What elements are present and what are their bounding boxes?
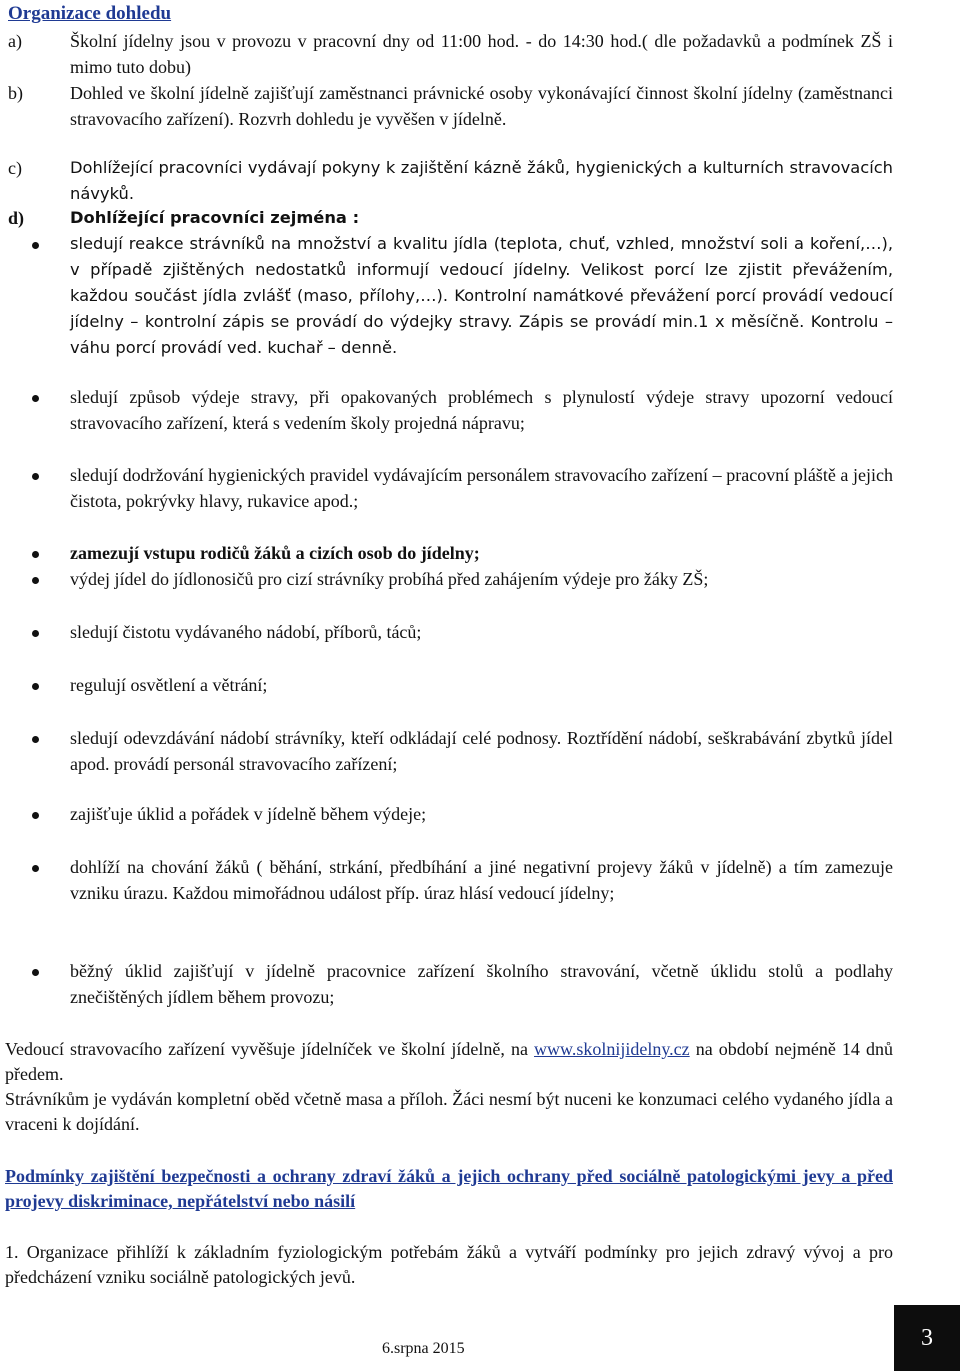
item-c-text: Dohlížející pracovníci vydávají pokyny k zajištění kázně žáků, hygienických a kulturních stravovacích návyků. bbox=[70, 158, 893, 203]
numbered-paragraph: 1. Organizace přihlíží k základním fyziologickým potřebám žáků a vytváří podmínky pro jejich zdravý vývoj a pro předcházení vzniku sociálně patologických jevů. bbox=[5, 1242, 893, 1287]
item-marker-a: a) bbox=[8, 31, 22, 51]
item-d-text: Dohlížející pracovníci zejména : bbox=[70, 208, 360, 227]
bullet-dot bbox=[32, 395, 39, 402]
bullet-dot bbox=[32, 812, 39, 819]
item-marker-d: d) bbox=[8, 208, 25, 228]
menu-text-after: na období nejméně 14 dnů předem. bbox=[5, 1039, 893, 1084]
bullet-text-portions: sledují reakce strávníků na množství a kvalitu jídla (teplota, chuť, vzhled, množství soli a koření,…), v případě zjištěných nedostatků informují vedoucí jídelny. Velikost porcí lze zjistit převážením, každou součást jídla zvlášť (maso, přílohy,…). Kontrolní namátkové převážení porcí provádí vedoucí jídelny – kontrolní zápis se provádí do výdejky stravy. Zápis se provádí min.1 x měsíčně. Kontrolu – váhu porcí provádí ved. kuchař – denně. bbox=[70, 234, 893, 357]
bullet-dot bbox=[32, 630, 39, 637]
bullet-dot bbox=[32, 551, 39, 558]
meal-paragraph: Strávníkům je vydáván kompletní oběd včetně masa a příloh. Žáci nesmí být nuceni ke konzumaci celého vydaného jídla a vraceni k dojídání. bbox=[5, 1089, 893, 1134]
bullet-dot bbox=[32, 683, 39, 690]
bullet-text-behaviour: dohlíží na chování žáků ( běhání, strkání, předbíhání a jiné negativní projevy žáků v jídelně) a tím zamezuje vzniku úrazu. Každou mimořádnou událost příp. úraz hlásí vedoucí jídelny; bbox=[70, 857, 893, 903]
bullet-text-cleaning: běžný úklid zajišťují v jídelně pracovnice zařízení školního stravování, včetně úklidu stolů a podlahy znečištěných jídlem během provozu; bbox=[70, 961, 893, 1007]
bullet-text-serving: sledují způsob výdeje stravy, při opakovaných problémech s plynulostí výdeje stravy upozorní vedoucí stravovacího zařízení, která s vedením školy projedná nápravu; bbox=[70, 387, 893, 433]
page-number: 3 bbox=[894, 1305, 960, 1371]
bullet-text-light: regulují osvětlení a větrání; bbox=[70, 675, 268, 695]
item-marker-b: b) bbox=[8, 83, 23, 103]
bullet-text-containers: výdej jídel do jídlonosičů pro cizí strávníky probíhá před zahájením výdeje pro žáky ZŠ; bbox=[70, 569, 709, 589]
item-a-text: Školní jídelny jsou v provozu v pracovní dny od 11:00 hod. - do 14:30 hod.( dle požadavků a podmínek ZŠ i mimo tuto dobu) bbox=[70, 31, 893, 77]
safety-section-heading: Podmínky zajištění bezpečnosti a ochrany zdraví žáků a jejich ochrany před sociálně patologickými jevy a před projevy diskriminace, nepřátelství nebo násilí bbox=[5, 1166, 893, 1211]
bullet-text-order: zajišťuje úklid a pořádek v jídelně během výdeje; bbox=[70, 804, 427, 824]
menu-text-before: Vedoucí stravovacího zařízení vyvěšuje jídelníček ve školní jídelně, na bbox=[5, 1039, 535, 1059]
bullet-text-dishes: sledují odevzdávání nádobí strávníky, kteří odkládají celé podnosy. Roztřídění nádobí, seškrabávání zbytků jídel apod. provádí personál stravovacího zařízení; bbox=[70, 728, 893, 774]
bullet-dot bbox=[32, 577, 39, 584]
item-b-text: Dohled ve školní jídelně zajišťují zaměstnanci právnické osoby vykonávající činnost školní jídelny (zaměstnanci stravovacího zařízení). Rozvrh dohledu je vyvěšen v jídelně. bbox=[70, 83, 893, 129]
item-marker-c: c) bbox=[8, 158, 22, 178]
bullet-dot bbox=[32, 473, 39, 480]
bullet-text-no-entry: zamezují vstupu rodičů žáků a cizích osob do jídelny; bbox=[70, 543, 480, 563]
website-link[interactable]: www.skolnijidelny.cz bbox=[534, 1039, 690, 1059]
bullet-dot bbox=[32, 736, 39, 743]
menu-paragraph bbox=[5, 1037, 893, 1087]
bullet-text-hygiene: sledují dodržování hygienických pravidel vydávajícím personálem stravovacího zařízení – pracovní pláště a jejich čistota, pokrývky hlavy, rukavice apod.; bbox=[70, 465, 893, 511]
bullet-dot bbox=[32, 865, 39, 872]
footer-date: 6.srpna 2015 bbox=[382, 1340, 465, 1357]
bullet-text-cleanliness: sledují čistotu vydávaného nádobí, příborů, táců; bbox=[70, 622, 422, 642]
section-heading: Organizace dohledu bbox=[8, 3, 172, 24]
bullet-dot bbox=[32, 969, 39, 976]
bullet-dot bbox=[32, 242, 39, 249]
